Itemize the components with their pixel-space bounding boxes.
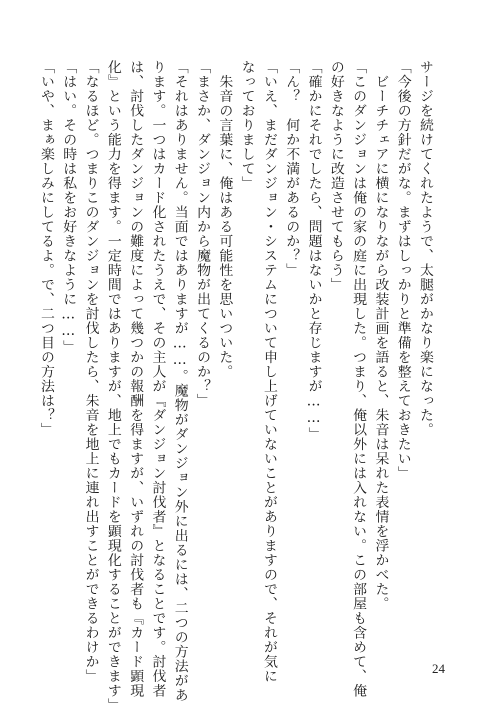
text-line: サージを続けてくれたようで、太腿がかなり楽になった。: [417, 60, 433, 437]
text-line: の好きなように改造させてもらう」: [327, 60, 344, 292]
text-line: 朱音の言葉に、俺はある可能性を思いついた。: [216, 60, 233, 379]
text-line: 「このダンジョンは俺の家の庭に出現した。つまり、俺以外には入れない。この部屋も含めて、俺: [350, 60, 367, 698]
text-line: なっておりまして」: [238, 60, 255, 191]
text-line: ります。一つはカード化されたうえで、その主人が『ダンジョン討伐者』となることです。討伐者: [149, 60, 166, 698]
text-line: 「それはありません。当面ではありますが……。魔物がダンジョン外に出るには、二つの方法があ: [171, 60, 188, 703]
text-line: ビーチチェアに横になりながら改装計画を語ると、朱音は呆れた表情を浮かべた。: [372, 60, 389, 611]
text-line: 「いや、まぁ楽しみにしてるよ。で、二つ目の方法は？」: [37, 60, 54, 437]
text-line: 「まさか、ダンジョン内から魔物が出てくるのか？」: [194, 60, 211, 408]
text-line: 「ん？ 何か不満があるのか？」: [283, 60, 300, 278]
body-text: [35, 60, 436, 713]
text-line: は、討伐したダンジョンの難度によって幾つかの報酬を得ますが、いずれの討伐者も『カード顕現: [127, 60, 144, 698]
text-line: 化』という能力を得ます。一定時間ではありますが、地上でもカードを顕現化することができます」: [104, 60, 121, 713]
text-line: 「いえ、まだダンジョン・システムについて申し上げていないことがありますので、それが気に: [260, 60, 277, 684]
text-line: 「はい。その時は私をお好きなように……」: [60, 60, 77, 355]
text-line: 「今後の方針だがな。まずはしっかりと準備を整えておきたい」: [394, 60, 411, 481]
page-number: 24: [432, 661, 445, 676]
text-line: 「確かにそれでしたら、問題はないかと存じますが……」: [305, 60, 322, 442]
text-line: 「なるほど。つまりこのダンジョンを討伐したら、朱音を地上に連れ出すことができるわけか」: [82, 60, 99, 684]
